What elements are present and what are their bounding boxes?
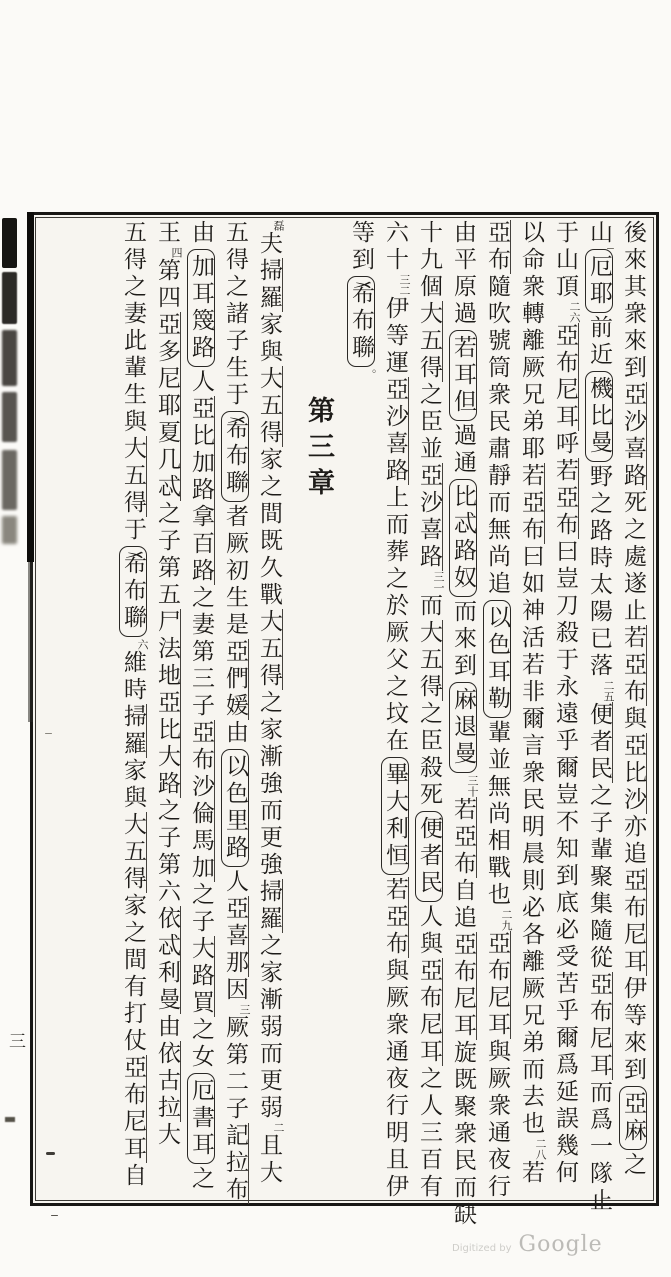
- text-run: 人與: [416, 904, 442, 958]
- text-run: 後來其衆來到: [620, 220, 646, 382]
- text-run: 以命衆轉離厥兄弟耶: [518, 220, 544, 463]
- text-run: 伊等運: [382, 296, 408, 377]
- proper-name: 大五得: [120, 436, 146, 517]
- verse-marker: 三二: [398, 274, 411, 296]
- proper-name: 掃羅: [120, 704, 146, 758]
- proper-name: 大路買: [188, 936, 214, 1017]
- proper-name: 馬加: [188, 828, 214, 882]
- text-run: 亦追: [620, 814, 646, 868]
- place-name-box: 便者民: [415, 811, 443, 902]
- text-run: 家之間有打仗: [120, 893, 146, 1055]
- proper-name: 亞布: [484, 220, 510, 274]
- text-run: 之人三百有: [416, 1066, 442, 1201]
- text-run: 輩並無尚相戰也: [484, 720, 510, 909]
- chapter-heading: 第三章: [303, 396, 334, 504]
- text-column: [344, 220, 378, 1198]
- proper-name: 尸法地亞: [154, 609, 180, 717]
- verse-marker: 二六: [568, 301, 581, 323]
- text-column: [184, 220, 218, 1198]
- text-run: 之臣並: [416, 382, 442, 463]
- text-run: 之妻第三子: [188, 585, 214, 720]
- text-run: 維時: [120, 650, 146, 704]
- proper-name: 亞布沙倫: [188, 720, 214, 828]
- spine-page-number: 三: [5, 1032, 25, 1049]
- text-run: 家之間既久戰: [256, 447, 282, 609]
- place-name-box: 希布聯: [119, 546, 147, 637]
- chapter-heading-column: [296, 220, 340, 1198]
- ink-artifact: [27, 212, 34, 562]
- proper-name: 亞沙喜路: [416, 463, 442, 571]
- text-run: 夫: [256, 231, 282, 258]
- text-run: 前近: [586, 315, 612, 369]
- text-run: 且大: [256, 1133, 282, 1187]
- spine-ink-smudge: [2, 516, 17, 544]
- text-run: 人: [222, 869, 248, 896]
- text-run: 家與: [120, 758, 146, 812]
- verse-marker: 二八: [534, 1138, 547, 1160]
- text-run: 與: [620, 706, 646, 733]
- place-name-box: 希布聯: [347, 276, 375, 367]
- verse-marker: 六: [136, 639, 149, 650]
- text-run: 之女: [188, 1017, 214, 1071]
- text-run: 由: [188, 220, 214, 247]
- proper-name: 依古拉: [154, 1041, 180, 1122]
- text-column: [446, 220, 480, 1229]
- text-run: 與厥衆通夜行: [484, 1039, 510, 1201]
- text-run: 由: [154, 1014, 180, 1041]
- proper-name: 亞布尼耳: [552, 323, 578, 431]
- spine-ink-smudge: [2, 392, 17, 442]
- place-name-box: 以色里路: [221, 749, 249, 867]
- text-run: 之子第五: [154, 501, 180, 609]
- proper-name: 大五得: [256, 366, 282, 447]
- place-name-box: 若耳但: [449, 330, 477, 421]
- proper-name: 大五得: [120, 812, 146, 893]
- verse-marker: 。: [364, 369, 377, 380]
- text-run: 因: [222, 977, 248, 1004]
- text-run: 五得之諸子生于: [222, 220, 248, 409]
- text-column: [616, 220, 650, 1198]
- proper-name: 亞多尼耶: [154, 312, 180, 420]
- place-name-box: 厄耶: [585, 249, 613, 313]
- spine-mark: [5, 1117, 15, 1122]
- text-run: 家與: [256, 312, 282, 366]
- text-run: 而: [416, 593, 442, 620]
- place-name-box: 機比曼: [585, 371, 613, 462]
- proper-name: 記拉布: [222, 1123, 248, 1204]
- proper-name: 亞布尼耳: [450, 932, 476, 1040]
- text-run: 死之處遂止: [620, 490, 646, 625]
- text-run: 之: [188, 1166, 214, 1193]
- proper-name: 亞比加路: [188, 396, 214, 504]
- proper-name: 大五得: [416, 301, 442, 382]
- verse-marker: 磊: [272, 220, 285, 231]
- proper-name: 若亞布: [518, 463, 544, 544]
- text-run: 者厥初生是: [222, 504, 248, 639]
- verse-marker: 二: [272, 1122, 285, 1133]
- text-run: 曰如神活若非爾言衆民明晨則必各離厥兄弟而去也: [518, 544, 544, 1138]
- text-run: 與厥衆通夜行明且伊: [382, 958, 408, 1201]
- verse-marker: 三: [238, 1004, 251, 1015]
- text-run: 之子: [188, 882, 214, 936]
- proper-name: 掃羅: [256, 258, 282, 312]
- place-name-box: 加耳篾路: [187, 249, 215, 367]
- spine-ink-smudge: [2, 218, 17, 268]
- proper-name: 亞布尼耳: [620, 868, 646, 976]
- text-column: [582, 220, 616, 1215]
- text-run: 于: [120, 517, 146, 544]
- proper-name: 依忒利曼: [154, 906, 180, 1014]
- verse-marker: 二五: [602, 680, 615, 702]
- proper-name: 若亞布: [382, 877, 408, 958]
- text-run: 隨吹號筒衆民肅靜而無尚追: [484, 274, 510, 598]
- text-run: 而爲一隊止: [586, 1080, 612, 1215]
- text-run: 之臣殺死: [416, 701, 442, 809]
- place-name-box: 亞麻: [619, 1086, 647, 1150]
- spine-ink-smudge: [2, 330, 17, 386]
- text-run: 第四: [154, 258, 180, 312]
- place-name-box: 希布聯: [221, 411, 249, 502]
- place-name-box: 畢大利恒: [381, 757, 409, 875]
- spine-ink-smudge: [2, 450, 17, 510]
- proper-name: 亞比沙: [620, 733, 646, 814]
- text-run: 之家漸弱而更弱: [256, 933, 282, 1122]
- ink-speck: [46, 1152, 55, 1155]
- proper-name: 亞們媛: [222, 639, 248, 720]
- google-watermark: [452, 1232, 603, 1257]
- proper-name: 亞布尼耳: [484, 931, 510, 1039]
- text-run: 野之路時太陽已落: [586, 464, 612, 680]
- proper-name: 亞沙喜路: [620, 382, 646, 490]
- text-column: [150, 220, 184, 1198]
- verse-marker: 三十: [466, 775, 479, 797]
- text-run: 伊等來到: [620, 976, 646, 1084]
- text-run: 大: [154, 1122, 180, 1149]
- text-run: 呼: [552, 431, 578, 458]
- proper-name: 亞沙喜路: [382, 377, 408, 485]
- proper-name: 若亞布: [450, 797, 476, 878]
- place-name-box: 麻退曼: [449, 682, 477, 773]
- watermark-brand: Google: [518, 1232, 603, 1257]
- text-column: [412, 220, 446, 1201]
- proper-name: 若亞布: [552, 458, 578, 539]
- text-run: 人: [188, 369, 214, 396]
- proper-name: 大五得: [256, 609, 282, 690]
- text-run: 上而葬之於厥父之坟在: [382, 485, 408, 755]
- text-run: 王: [154, 220, 180, 247]
- place-name-box: 比忒路奴: [449, 479, 477, 597]
- text-run: 而來到: [450, 599, 476, 680]
- text-run: 旋既聚衆民而缺: [450, 1040, 476, 1229]
- proper-name: 亞布尼耳: [120, 1055, 146, 1163]
- text-column: [548, 220, 582, 1198]
- verse-marker: 二九: [500, 909, 513, 931]
- text-run: 之: [620, 1152, 646, 1179]
- text-column: [378, 220, 412, 1201]
- place-name-box: 厄書耳: [187, 1073, 215, 1164]
- text-run: 之子第六: [154, 798, 180, 906]
- proper-name: 便者民: [586, 702, 612, 783]
- place-name-box: 以色耳勒: [483, 600, 511, 718]
- text-column: [218, 220, 252, 1204]
- proper-name: 比大路: [154, 717, 180, 798]
- ink-artifact: [28, 562, 33, 722]
- text-column: [480, 220, 514, 1201]
- proper-name: 大五得: [416, 620, 442, 701]
- text-run: 自追: [450, 878, 476, 932]
- text-run: 厥第二子: [222, 1015, 248, 1123]
- proper-name: 亞喜那: [222, 896, 248, 977]
- text-block: [38, 220, 650, 1229]
- text-column: [514, 220, 548, 1198]
- text-run: 之家漸強而更強: [256, 690, 282, 879]
- text-run: 由平原過: [450, 220, 476, 328]
- text-run: 十九個: [416, 220, 442, 301]
- text-run: 山: [586, 220, 612, 247]
- proper-name: 夏几忒: [154, 420, 180, 501]
- spine-strip: [0, 214, 25, 1209]
- text-run: 自: [120, 1163, 146, 1190]
- spine-ink-smudge: [2, 272, 17, 324]
- watermark-prefix: Digitized by: [452, 1243, 512, 1254]
- text-run: 曰豈刀殺于永遠乎爾豈不知到底必受苦乎爾爲延誤幾何: [552, 539, 578, 1187]
- text-run: 若: [518, 1160, 544, 1187]
- text-run: 五得之妻此輩生與: [120, 220, 146, 436]
- text-run: 于山頂: [552, 220, 578, 301]
- verse-marker: 三一: [432, 571, 445, 593]
- proper-name: 亞布尼耳: [586, 972, 612, 1080]
- text-column: [252, 220, 286, 1198]
- verse-marker: 四: [170, 247, 183, 258]
- proper-name: 掃羅: [256, 879, 282, 933]
- text-run: 由: [222, 720, 248, 747]
- text-run: 過通: [450, 423, 476, 477]
- proper-name: 若亞布: [620, 625, 646, 706]
- proper-name: 拿百路: [188, 504, 214, 585]
- text-run: 六十: [382, 220, 408, 274]
- text-run: 等到: [348, 220, 374, 274]
- proper-name: 亞布尼耳: [416, 958, 442, 1066]
- text-run: 之子輩聚集隨從: [586, 783, 612, 972]
- text-column: [116, 220, 150, 1198]
